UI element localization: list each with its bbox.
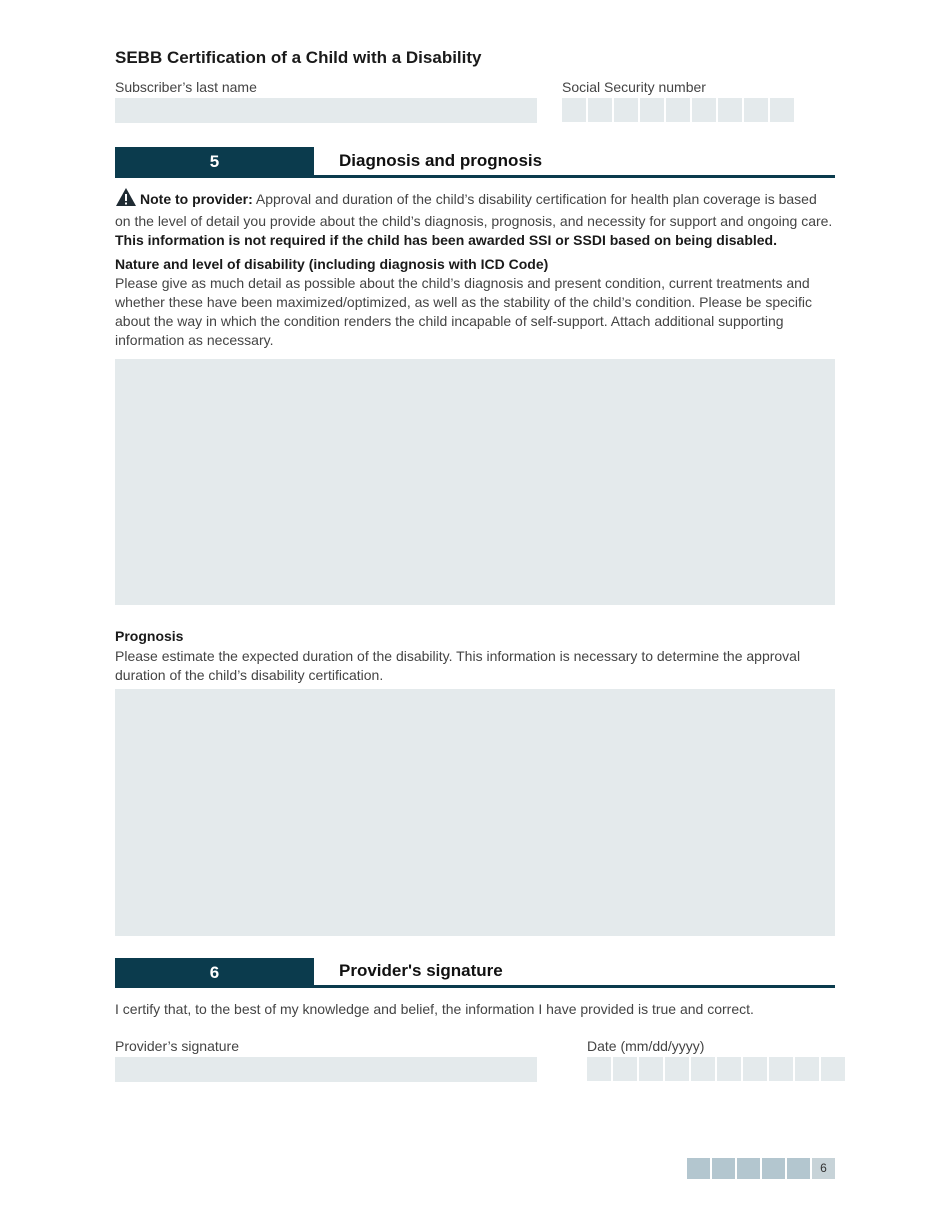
section-6-title: Provider's signature [339,961,503,980]
date-digit-cell[interactable] [717,1057,742,1081]
date-digit-cell[interactable] [691,1057,716,1081]
section-5-number: 5 [115,147,314,177]
page-marker [787,1158,810,1179]
ssn-digit-cell[interactable] [770,98,795,122]
ssn-digit-cell[interactable] [718,98,743,122]
section-6-rule [115,985,835,988]
nature-instructions: Please give as much detail as possible about the child’s diagnosis and present condition, current treatments and whether these have been maximized/optimized, as well as the stability of the child’s condition. Please be specific about the way in which the condition renders the child incapable of self-support. Attach additional supporting information as necessary. [115,275,813,348]
date-digit-cell[interactable] [795,1057,820,1081]
page-marker [687,1158,710,1179]
section-5-title: Diagnosis and prognosis [339,151,543,170]
ssn-digit-cell[interactable] [562,98,587,122]
ssn-digit-cell[interactable] [614,98,639,122]
ssn-digit-cell[interactable] [588,98,613,122]
date-digit-cell[interactable] [613,1057,638,1081]
date-digit-cell[interactable] [587,1057,612,1081]
page-marker [712,1158,735,1179]
prognosis-textarea[interactable] [115,689,835,936]
ssn-digit-cell[interactable] [692,98,717,122]
ssn-field[interactable] [562,98,796,122]
provider-signature-label: Provider’s signature [115,1038,239,1054]
page-number: 6 [812,1158,835,1179]
note-to-provider [115,187,835,250]
date-label: Date (mm/dd/yyyy) [587,1038,705,1054]
date-digit-cell[interactable] [639,1057,664,1081]
note-label: Note to provider: [140,191,253,207]
ssn-digit-cell[interactable] [744,98,769,122]
nature-of-disability-textarea[interactable] [115,359,835,605]
section-6-number: 6 [115,958,314,988]
subscriber-last-name-field[interactable] [115,98,537,123]
note-bold-text: This information is not required if the child has been awarded SSI or SSDI based on being disabled. [115,232,777,248]
ssn-label: Social Security number [562,79,706,95]
certify-statement: I certify that, to the best of my knowledge and belief, the information I have provided is true and correct. [115,1001,754,1017]
note-text: Approval and duration of the child’s disability certification for health plan coverage is based on the level of detail you provide about the child’s diagnosis, prognosis, and necessity for support and ongoing care. [115,191,833,229]
nature-heading: Nature and level of disability (including diagnosis with ICD Code) [115,256,549,272]
page-marker [737,1158,760,1179]
prognosis-instructions: Please estimate the expected duration of the disability. This information is necessary to determine the approval duration of the child’s disability certification. [115,648,801,683]
page-indicator [687,1158,837,1179]
subscriber-last-name-label: Subscriber’s last name [115,79,257,95]
ssn-digit-cell[interactable] [666,98,691,122]
provider-signature-field[interactable] [115,1057,537,1082]
section-5-rule [115,175,835,178]
warning-triangle-icon [115,187,137,212]
form-title: SEBB Certification of a Child with a Disability [115,48,482,67]
date-digit-cell[interactable] [743,1057,768,1081]
date-digit-cell[interactable] [665,1057,690,1081]
date-digit-cell[interactable] [821,1057,846,1081]
date-field[interactable] [587,1057,847,1081]
prognosis-heading: Prognosis [115,628,184,644]
ssn-digit-cell[interactable] [640,98,665,122]
page-marker [762,1158,785,1179]
date-digit-cell[interactable] [769,1057,794,1081]
